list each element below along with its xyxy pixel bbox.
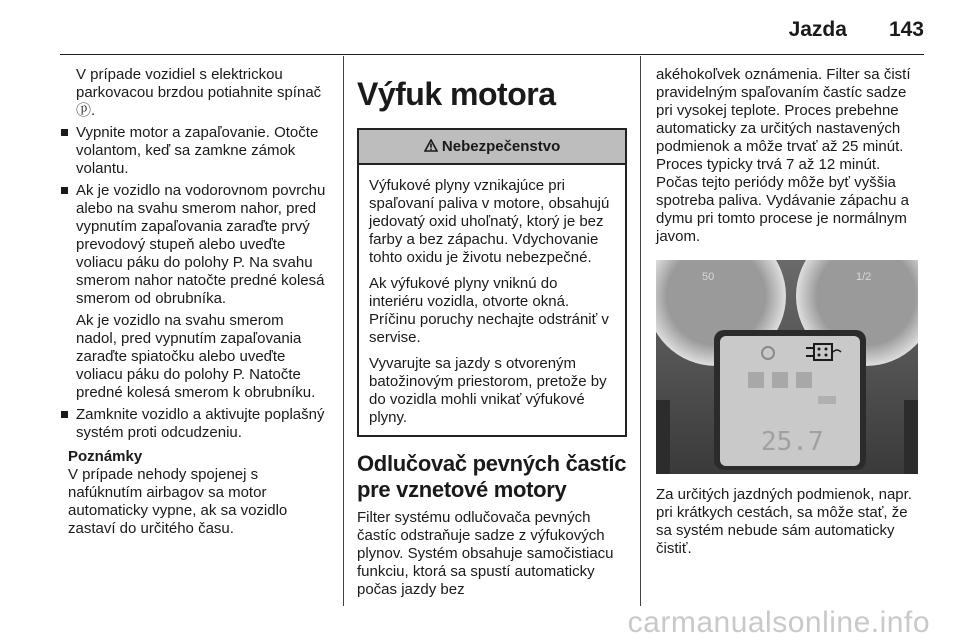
bullet-square-icon: [61, 187, 68, 194]
bullet-text: Ak je vozidlo na vodorovnom povrchu alebo na svahu smerom nahor, pred vypnutím zapaľovania zaraďte prvý prevodový stupeň alebo uveďte voliacu páku do polohy P. Na svahu smerom nahor natočte predné kolesá smerom od obrubníka.: [76, 182, 326, 307]
dashboard-photo: [656, 260, 918, 474]
bullet-item: [60, 182, 328, 308]
note-text: V prípade nehody spojenej s nafúknutím airbagov sa motor automaticky vypne, ak sa vozidlo zastaví do určitého času.: [68, 466, 288, 537]
warning-body: [359, 165, 625, 435]
status-indicator: [818, 396, 836, 404]
body-paragraph: akéhokoľvek oznámenia. Filter sa čistí pravidelným spaľovaním častíc sadze pri vysokej teplote. Proces prebehne automaticky za určitých nastavených podmienok a môže trvať až 25 minút. Proces typicky trvá 7 až 12 minút. Počas tejto periódy môže byť vyššia spotreba paliva. Vydávanie zápachu a dymu pri tomto procese je normálnym javom.: [656, 66, 911, 245]
watermark: carmanualsonline.info: [627, 606, 930, 639]
column-left: [60, 66, 328, 538]
gauge-right-label: 1/2: [856, 271, 872, 283]
seatbelt-icon: [796, 372, 812, 388]
bullet-text: Zamknite vozidlo a aktivujte poplašný systém proti odcudzeniu.: [76, 406, 325, 441]
bullet-item: [60, 406, 328, 442]
page-number: 143: [888, 18, 924, 41]
section-heading: Výfuk motora: [357, 76, 556, 112]
body-paragraph: Filter systému odlučovača pevných častíc odstraňuje sadze z výfukových plynov. Systém obsahuje samočistiacu funkciu, ktorá sa spustí automaticky počas jazdy bez: [357, 509, 614, 598]
column-divider-2: [640, 56, 641, 606]
column-right: [656, 66, 924, 558]
display-readout: 25.7: [761, 427, 824, 457]
body-paragraph: Za určitých jazdných podmienok, napr. pri krátkych cestách, sa môže stať, že sa systém nebude sám automaticky čistiť.: [656, 486, 912, 557]
warning-triangle-icon: [424, 139, 438, 152]
seatbelt-icon: [772, 372, 788, 388]
warning-paragraph: Ak výfukové plyny vniknú do interiéru vozidla, otvorte okná. Príčinu poruchy nechajte odstrániť v servise.: [369, 275, 609, 346]
bullet-square-icon: [61, 411, 68, 418]
intro-paragraph: V prípade vozidiel s elektrickou parkovacou brzdou potiahnite spínač ⓟ.: [76, 66, 322, 119]
warning-paragraph: Vyvarujte sa jazdy s otvoreným batožinovým priestorom, pretože by do vozidla mohli vnikať výfukové plyny.: [369, 355, 607, 426]
warning-box: [357, 128, 627, 437]
column-divider-1: [343, 56, 344, 606]
header-rule: [60, 54, 924, 55]
bullet-text: Vypnite motor a zapaľovanie. Otočte volantom, keď sa zamkne zámok volantu.: [76, 124, 319, 177]
seatbelt-icon: [748, 372, 764, 388]
column-middle: [357, 66, 627, 599]
gauge-left-label: 50: [702, 271, 715, 283]
subsection-heading: Odlučovač pevných častíc pre vznetové motory: [357, 451, 627, 502]
page-header: [789, 18, 924, 42]
section-title: Jazda: [788, 18, 847, 41]
note-title: Poznámky: [68, 448, 143, 465]
bullet-item: [60, 124, 328, 178]
warning-paragraph: Výfukové plyny vznikajúce pri spaľovaní paliva v motore, obsahujú jedovatý oxid uhoľnatý, ktorý je bez farby a bez zápachu. Vdychovanie tohto oxidu je životu nebezpečné.: [369, 177, 610, 266]
bullet-square-icon: [61, 129, 68, 136]
warning-title: Nebezpečenstvo: [441, 138, 561, 155]
bullet-subparagraph: Ak je vozidlo na svahu smerom nadol, pred vypnutím zapaľovania zaraďte spiatočku alebo uveďte voliacu páku do polohy P. Natočte predné kolesá smerom k obrubníku.: [76, 312, 316, 401]
warning-header: [359, 130, 625, 165]
